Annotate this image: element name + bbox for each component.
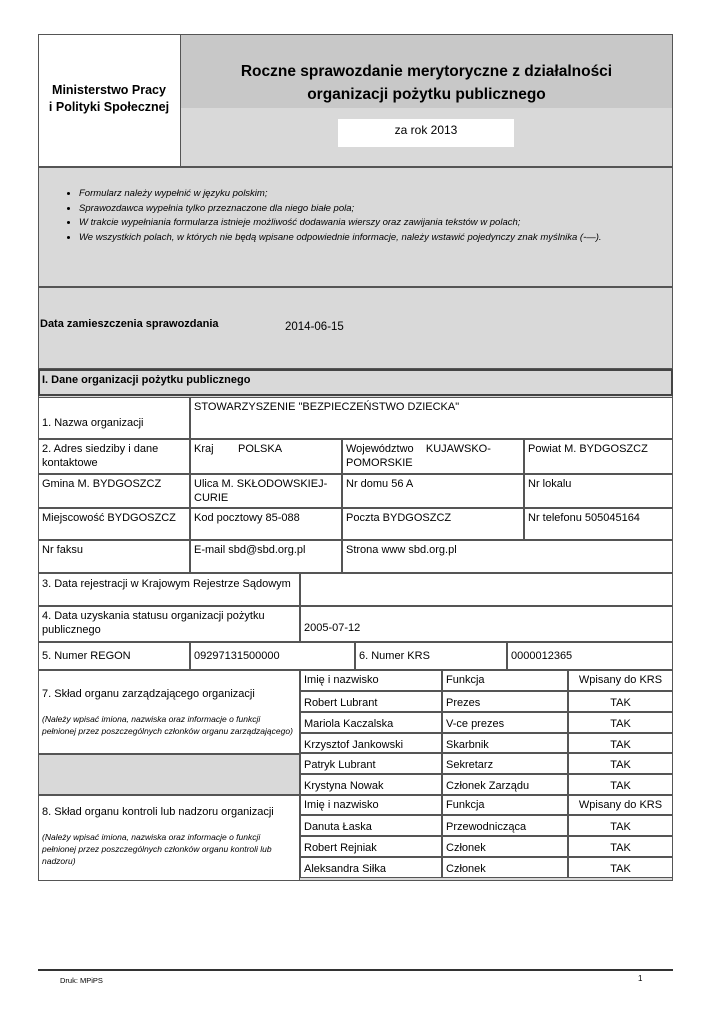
control-row-function-cell[interactable]: Przewodnicząca <box>442 815 568 836</box>
control-label: 8. Skład organu kontroli lub nadzoru organizacji <box>42 806 274 818</box>
board-label: 7. Skład organu zarządzającego organizacji <box>42 688 255 700</box>
control-row-function-cell[interactable]: Członek <box>442 836 568 857</box>
control-row-function-cell[interactable]: Członek <box>442 857 568 878</box>
control-row-krs-cell[interactable]: TAK <box>568 815 673 836</box>
board-row-krs-cell[interactable]: TAK <box>568 712 673 733</box>
form-title-line2: organizacji pożytku publicznego <box>307 86 546 103</box>
page-number: 1 <box>638 974 643 983</box>
control-col-name: Imię i nazwisko <box>300 795 442 815</box>
post-office-field[interactable]: Poczta BYDGOSZCZ <box>342 508 524 540</box>
control-row-krs-cell[interactable]: TAK <box>568 836 673 857</box>
board-row-krs-cell[interactable]: TAK <box>568 691 673 712</box>
instruction-item: • We wszystkich polach, w których nie będą wpisane odpowiednie informacje, należy wstawić pojedynczy znak myślnika (-—). <box>79 231 672 246</box>
krs-label: 6. Numer KRS <box>355 642 507 670</box>
country-field[interactable]: Kraj POLSKA <box>190 439 342 474</box>
instruction-item: • W trakcie wypełniania formularza istnieje możliwość dodawania wierszy oraz zawijania tekstów w polach; <box>79 216 672 231</box>
board-row-krs-cell[interactable]: TAK <box>568 733 673 754</box>
board-row-name-cell[interactable]: Krzysztof Jankowski <box>300 733 442 754</box>
board-row-function-cell[interactable]: Skarbnik <box>442 733 568 754</box>
control-row-name-cell[interactable]: Robert Rejniak <box>300 836 442 857</box>
board-row-krs-cell[interactable]: TAK <box>568 774 673 795</box>
ministry-name: Ministerstwo Pracy i Polityki Społecznej <box>48 83 170 114</box>
city-field[interactable]: Miejscowość BYDGOSZCZ <box>38 508 190 540</box>
fax-field[interactable]: Nr faksu <box>38 540 190 573</box>
instructions-box <box>38 167 673 287</box>
board-row-name-cell[interactable]: Mariola Kaczalska <box>300 712 442 733</box>
commune-field[interactable]: Gmina M. BYDGOSZCZ <box>38 474 190 508</box>
board-row-function-cell[interactable]: Prezes <box>442 691 568 712</box>
board-row-function-cell[interactable]: Sekretarz <box>442 753 568 774</box>
year-field[interactable]: za rok 2013 <box>338 119 514 147</box>
phone-field[interactable]: Nr telefonu 505045164 <box>524 508 673 540</box>
voivodeship-field[interactable]: Województwo KUJAWSKO-POMORSKIE <box>342 439 524 474</box>
board-col-function: Funkcja <box>442 670 568 691</box>
board-row-function-cell[interactable]: V-ce prezes <box>442 712 568 733</box>
control-row-krs-cell[interactable]: TAK <box>568 857 673 878</box>
control-row-name-cell[interactable]: Danuta Łaska <box>300 815 442 836</box>
krs-registration-label: 3. Data rejestracji w Krajowym Rejestrze Sądowym <box>38 573 300 606</box>
board-row-name-cell[interactable]: Robert Lubrant <box>300 691 442 712</box>
report-date-label: Data zamieszczenia sprawozdania <box>40 318 219 330</box>
krs-field[interactable]: 0000012365 <box>507 642 673 670</box>
board-col-name: Imię i nazwisko <box>300 670 442 691</box>
control-note: (Należy wpisać imiona, nazwiska oraz informacje o funkcji pełnionej przez poszczególnych członków organu kontroli lub nadzoru) <box>42 832 272 866</box>
board-row-name-cell[interactable]: Patryk Lubrant <box>300 753 442 774</box>
org-name-field[interactable]: STOWARZYSZENIE "BEZPIECZEŃSTWO DZIECKA" <box>190 397 673 439</box>
board-col-krs: Wpisany do KRS <box>568 670 673 691</box>
control-row-name-cell[interactable]: Aleksandra Siłka <box>300 857 442 878</box>
control-col-function: Funkcja <box>442 795 568 815</box>
section-1-title: I. Dane organizacji pożytku publicznego <box>38 369 673 396</box>
board-label-box <box>38 670 300 754</box>
org-name-label: 1. Nazwa organizacji <box>38 397 190 439</box>
instructions-list <box>39 187 672 245</box>
opp-status-field[interactable]: 2005-07-12 <box>300 606 673 642</box>
regon-field[interactable]: 09297131500000 <box>190 642 355 670</box>
website-field[interactable]: Strona www sbd.org.pl <box>342 540 673 573</box>
board-blank <box>38 754 300 795</box>
county-field[interactable]: Powiat M. BYDGOSZCZ <box>524 439 673 474</box>
krs-registration-field[interactable] <box>300 573 673 606</box>
report-date-value[interactable]: 2014-06-15 <box>285 321 344 333</box>
control-col-krs: Wpisany do KRS <box>568 795 673 815</box>
board-row-function-cell[interactable]: Członek Zarządu <box>442 774 568 795</box>
form-title <box>181 60 672 106</box>
opp-status-label: 4. Data uzyskania statusu organizacji pożytku publicznego <box>38 606 300 642</box>
instruction-item: • Sprawozdawca wypełnia tylko przeznaczone dla niego białe pola; <box>79 202 672 217</box>
email-field[interactable]: E-mail sbd@sbd.org.pl <box>190 540 342 573</box>
footer-rule <box>38 969 673 971</box>
board-row-krs-cell[interactable]: TAK <box>568 753 673 774</box>
street-field[interactable]: Ulica M. SKŁODOWSKIEJ-CURIE <box>190 474 342 508</box>
apartment-number-field[interactable]: Nr lokalu <box>524 474 673 508</box>
board-note: (Należy wpisać imiona, nazwiska oraz informacje o funkcji pełnionej przez poszczególnych członków organu zarządzającego) <box>42 714 293 736</box>
address-label: 2. Adres siedziby i dane kontaktowe <box>38 439 190 474</box>
form-title-line1: Roczne sprawozdanie merytoryczne z działalności <box>240 63 613 80</box>
board-row-name-cell[interactable]: Krystyna Nowak <box>300 774 442 795</box>
regon-label: 5. Numer REGON <box>38 642 190 670</box>
footer-print: Druk: MPiPS <box>60 976 103 985</box>
instruction-item: • Formularz należy wypełnić w języku polskim; <box>79 187 672 202</box>
house-number-field[interactable]: Nr domu 56 A <box>342 474 524 508</box>
postal-code-field[interactable]: Kod pocztowy 85-088 <box>190 508 342 540</box>
control-label-box <box>38 795 300 881</box>
